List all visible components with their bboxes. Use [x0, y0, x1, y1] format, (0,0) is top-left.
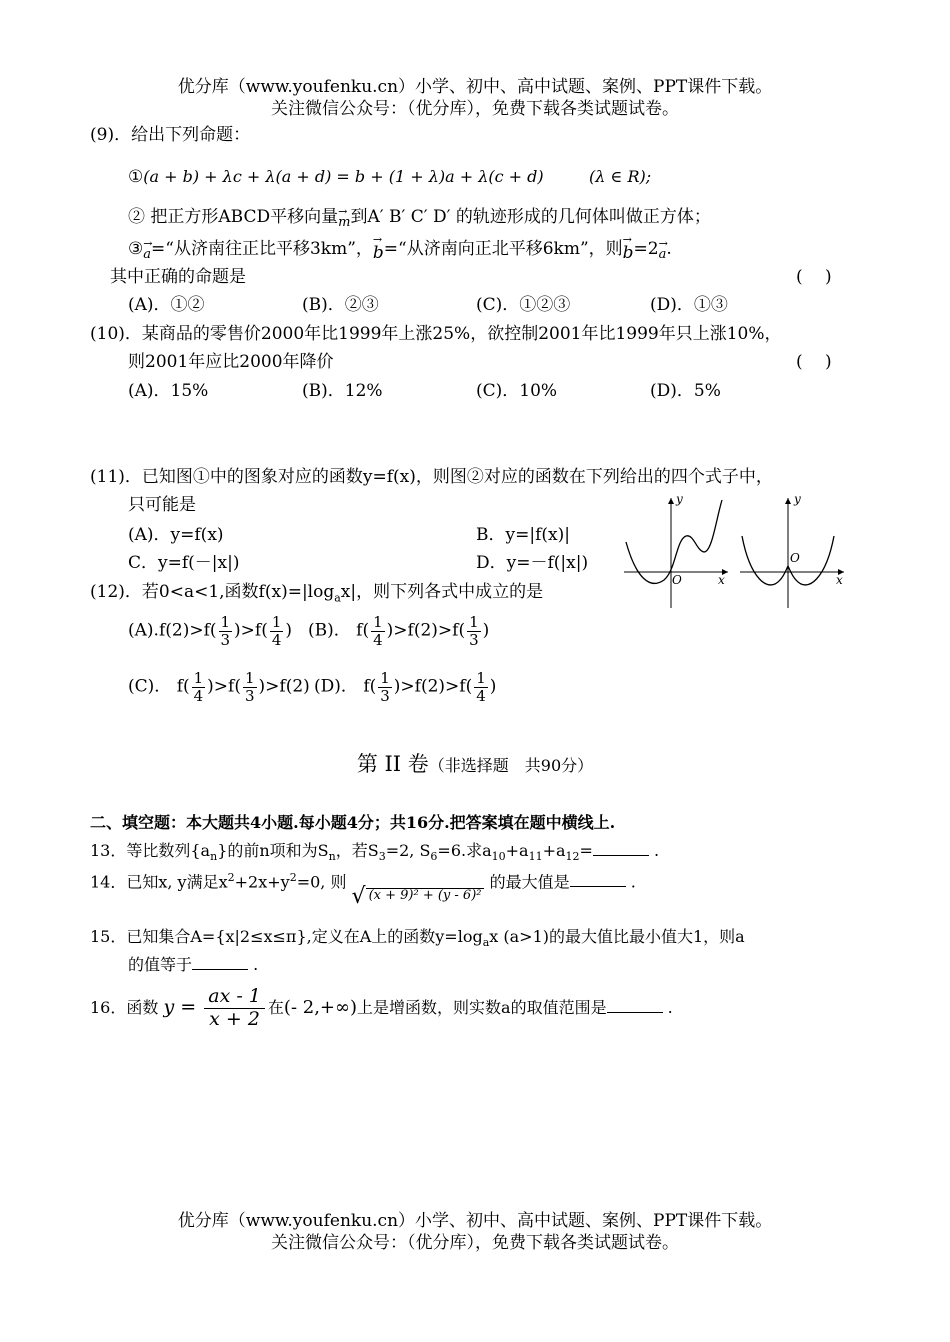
- q13-sub-3: 3: [378, 850, 386, 864]
- graph-1-y-arrow: [668, 498, 674, 504]
- graph-1-curve: [626, 500, 722, 583]
- frac-num: 1: [244, 669, 255, 687]
- q12-option-c: [128, 670, 310, 704]
- q13-text-h: .: [654, 841, 660, 860]
- section-2-title-main: 第 II 卷: [356, 752, 429, 776]
- q12-c-f: f(: [176, 676, 190, 697]
- vector-m: → m: [338, 216, 350, 231]
- q11-option-a: (A)．y=f(x): [128, 525, 224, 545]
- frac-den: 3: [469, 630, 479, 649]
- q15-text-d: .: [253, 955, 259, 974]
- q14-sup-2: 2: [289, 871, 297, 884]
- q12-b-gt2: )>f(2)>f(: [386, 620, 466, 641]
- q15-line-2: [128, 956, 258, 974]
- q12-c-gt: )>f(: [207, 676, 241, 697]
- q13-text-c: ，若S: [335, 841, 379, 860]
- footer-line-2: 关注微信公众号：（优分库），免费下载各类试题试卷。: [271, 1233, 679, 1253]
- frac-den: 4: [271, 630, 282, 649]
- q10-option-a: (A)．15%: [128, 381, 209, 401]
- graph-1-y-label: y: [676, 492, 683, 506]
- q12-b-end: ): [482, 620, 490, 641]
- q12-a-end: ): [285, 620, 293, 641]
- q14-text-a: 14．已知x, y满足x: [90, 872, 228, 892]
- q9-item-3: [128, 240, 672, 264]
- q14-text-d: 的最大值是: [489, 872, 570, 892]
- q14-sqrt-radicand: (x + 9)² + (y - 6)²: [366, 888, 485, 904]
- q12-option-a: [128, 614, 292, 648]
- q12-stem-sub: a: [334, 591, 341, 605]
- q14-sup-1: 2: [227, 871, 235, 884]
- q12-option-d: [314, 670, 496, 704]
- fill-heading: 二、填空题：本大题共4小题.每小题4分；共16分.把答案填在题中横线上.: [90, 813, 616, 832]
- q12-a-f2: f(2)>f(: [158, 620, 217, 641]
- q11-option-b: B．y=|f(x)|: [476, 525, 570, 545]
- q12-option-a-label: (A).: [128, 620, 159, 641]
- q15-text-c: 的值等于: [128, 955, 193, 974]
- q12-option-b-label: (B)．: [308, 620, 351, 641]
- header-line-2: 关注微信公众号：（优分库），免费下载各类试题试卷。: [271, 99, 679, 119]
- fraction-one-fourth: [192, 670, 206, 704]
- q12-option-c-label: (C)．: [128, 676, 172, 697]
- q13-sub-6: 6: [430, 850, 438, 864]
- q13-text-g: =: [579, 841, 593, 860]
- q11-stem-2: 只可能是: [128, 495, 196, 515]
- q16-denominator: x + 2: [209, 1007, 260, 1030]
- q9-item-3-text-c: =“从济南向正北平移6km”，则: [383, 239, 623, 259]
- graph-2-x-label: x: [836, 573, 843, 587]
- fraction-one-fourth: [371, 614, 385, 648]
- q9-item-3-prefix: ③: [128, 239, 144, 259]
- q12-a-gt: )>f(: [234, 620, 268, 641]
- q14-sqrt-expression: [352, 884, 485, 909]
- q16: [90, 986, 673, 1031]
- vector-a: → a: [143, 248, 151, 263]
- q15-text-b: x (a>1)的最大值比最小值大1，则a: [489, 927, 745, 946]
- q12-d-gt2: )>f(2)>f(: [393, 676, 473, 697]
- fraction-one-fourth: [474, 670, 488, 704]
- q12-d-f: f(: [363, 676, 377, 697]
- q13-text-f: +a: [505, 841, 529, 860]
- q16-y-equals: y =: [163, 995, 197, 1018]
- q16-numerator: ax - 1: [204, 986, 265, 1009]
- q15-answer-blank[interactable]: [192, 969, 248, 970]
- q13-sub-12: 12: [565, 850, 580, 864]
- q16-text-a: 16．函数: [90, 997, 159, 1017]
- graph-1-origin-label: O: [672, 573, 682, 587]
- graph-2-origin-label: O: [790, 551, 800, 565]
- fraction-one-third: [219, 614, 233, 648]
- q9-item-2-text-b: 到A′ B′ C′ D′ 的轨迹形成的几何体叫做正方体；: [350, 207, 711, 227]
- q9-item-1-formula: (a + b) + λc + λ(a + d) = b + (1 + λ)a + λ(c + d): [143, 167, 544, 186]
- q13-text-a: 13．等比数列{a: [90, 841, 211, 860]
- vector-b-2: → b: [623, 244, 634, 264]
- q14-text-e: .: [630, 872, 636, 892]
- q12-c-end: )>f(2): [258, 676, 310, 697]
- q9-item-1-prefix: ①: [128, 167, 144, 187]
- q9-answer-paren: ( ): [796, 267, 832, 287]
- vector-a-2: → a: [659, 248, 667, 263]
- graph-2-y-arrow: [785, 498, 791, 504]
- frac-den: 4: [373, 630, 383, 649]
- q10-stem-1: (10)．某商品的零售价2000年比1999年上涨25%，欲控制2001年比1999年只上涨10%，: [90, 324, 782, 344]
- q13-answer-blank[interactable]: [593, 855, 649, 856]
- q14-text-c: =0, 则: [296, 872, 347, 892]
- q15-sub: a: [482, 936, 490, 950]
- fraction-one-third: [467, 614, 481, 648]
- q9-option-d: (D)．①③: [650, 295, 728, 315]
- fraction-one-fourth: [270, 614, 284, 648]
- frac-num: 1: [271, 613, 282, 631]
- q12-d-end: ): [489, 676, 497, 697]
- q16-fraction: [204, 986, 265, 1031]
- q14-text-b: +2x+y: [234, 872, 290, 892]
- q12-stem-text-a: (12)．若0<a<1,函数f(x)=|log: [90, 582, 335, 602]
- q16-answer-blank[interactable]: [607, 1012, 663, 1013]
- graph-2: [740, 492, 844, 608]
- q13-sub-n-2: n: [328, 850, 336, 864]
- q13-sub-11: 11: [528, 850, 543, 864]
- q9-option-b: (B)．②③: [302, 295, 379, 315]
- q12-option-b: [308, 614, 489, 648]
- section-2-subtitle: （非选择题 共90分）: [428, 756, 594, 775]
- q14-answer-blank[interactable]: [570, 886, 626, 887]
- q13-text-e: =6.求a: [437, 841, 492, 860]
- q10-stem-2: 则2001年应比2000年降价: [128, 352, 334, 372]
- frac-den: 4: [476, 686, 486, 705]
- q9-option-a: (A)．①②: [128, 295, 205, 315]
- q13-sub-n: n: [210, 850, 218, 864]
- q11-option-d: D．y=－f(|x|): [476, 553, 589, 573]
- q13-sub-10: 10: [491, 850, 506, 864]
- q9-question: 其中正确的命题是: [110, 267, 246, 287]
- graph-1: [624, 492, 728, 608]
- q10-option-b: (B)．12%: [302, 381, 383, 401]
- q16-text-c: 上是增函数，则实数a的取值范围是: [357, 997, 607, 1017]
- q12-b-f: f(: [356, 620, 370, 641]
- vector-b: → b: [373, 244, 384, 264]
- q9-stem: (9)．给出下列命题：: [90, 125, 251, 145]
- frac-den: 3: [244, 686, 255, 705]
- q13-text-d: =2, S: [385, 841, 431, 860]
- frac-num: 1: [469, 613, 479, 631]
- q9-option-c: (C)．①②③: [476, 295, 571, 315]
- frac-den: 4: [193, 686, 204, 705]
- graph-1-x-label: x: [718, 573, 725, 587]
- q9-item-2-text-a: ② 把正方形ABCD平移向量: [128, 207, 339, 227]
- section-2-title: [0, 752, 950, 777]
- q14: [90, 872, 636, 910]
- q15-text-a: 15．已知集合A={x|2≤x≤π},定义在A上的函数y=log: [90, 927, 483, 946]
- q11-graphs: [618, 490, 850, 615]
- q10-answer-paren: ( ): [796, 352, 832, 372]
- q12-option-d-label: (D)．: [314, 676, 358, 697]
- frac-num: 1: [476, 669, 486, 687]
- frac-num: 1: [220, 613, 231, 631]
- fraction-one-third: [243, 670, 257, 704]
- q10-option-c: (C)．10%: [476, 381, 558, 401]
- q9-item-3-text-b: =“从济南往正比平移3km”，: [151, 239, 373, 259]
- q9-item-3-text-d: =2: [633, 239, 659, 259]
- fraction-one-third: [378, 670, 392, 704]
- q9-item-3-text-e: .: [666, 239, 672, 259]
- header-line-1: 优分库（www.youfenku.cn）小学、初中、高中试题、案例、PPT课件下载。: [177, 77, 773, 97]
- frac-num: 1: [373, 613, 383, 631]
- frac-num: 1: [193, 669, 204, 687]
- frac-den: 3: [220, 630, 231, 649]
- q16-interval: (- 2,+∞): [283, 996, 358, 1018]
- q13-text-b: }的前n项和为S: [217, 841, 329, 860]
- graph-2-y-label: y: [794, 492, 801, 506]
- q11-stem-1: (11)．已知图①中的图象对应的函数y=f(x)，则图②对应的函数在下列给出的四个式子中，: [90, 467, 773, 487]
- q16-text-d: .: [667, 997, 673, 1017]
- sqrt-sign: √: [351, 884, 366, 910]
- q12-stem: [90, 583, 543, 605]
- q11-option-c: C．y=f(－|x|): [128, 553, 240, 573]
- q9-item-2: [128, 208, 711, 231]
- footer-line-1: 优分库（www.youfenku.cn）小学、初中、高中试题、案例、PPT课件下载。: [177, 1211, 773, 1231]
- q12-stem-text-b: x|，则下列各式中成立的是: [340, 582, 544, 602]
- q13: [90, 842, 659, 864]
- q16-text-b: 在: [267, 997, 284, 1017]
- q9-item-1-condition: (λ ∈ R);: [589, 167, 652, 186]
- frac-num: 1: [380, 669, 390, 687]
- q10-option-d: (D)．5%: [650, 381, 721, 401]
- frac-den: 3: [380, 686, 390, 705]
- q13-text-f-2: +a: [542, 841, 566, 860]
- q15-line-1: [90, 928, 745, 950]
- q9-item-1: [128, 168, 651, 188]
